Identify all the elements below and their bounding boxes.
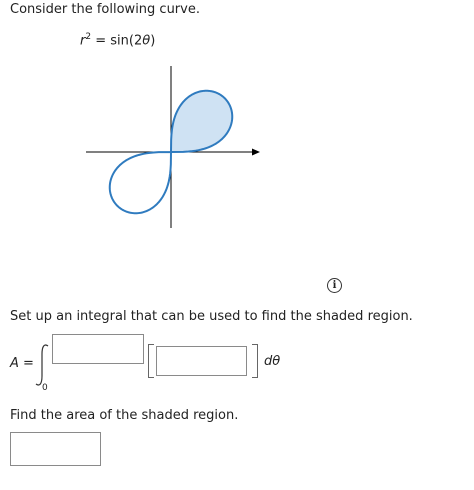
question-text: Set up an integral that can be used to find the shaded region. — [10, 309, 413, 324]
integrand-input[interactable] — [156, 346, 247, 376]
integral-lower-limit: 0 — [42, 383, 48, 393]
question2-text: Find the area of the shaded region. — [10, 408, 239, 423]
area-variable: A — [10, 356, 19, 371]
upper-limit-input[interactable] — [52, 334, 144, 364]
equation-equals: = — [91, 33, 111, 49]
polar-curve-graph — [82, 60, 268, 230]
right-bracket — [252, 344, 258, 378]
equation-rhs-prefix: sin(2 — [110, 33, 143, 49]
integral-sign-icon — [34, 342, 50, 388]
x-axis-arrow-icon — [252, 149, 260, 156]
area-answer-input[interactable] — [10, 432, 101, 466]
info-icon[interactable]: i — [327, 278, 342, 293]
equation-theta: θ — [142, 33, 151, 49]
area-label — [10, 356, 34, 371]
shaded-region — [171, 91, 232, 152]
area-equals: = — [18, 356, 34, 371]
equation-exponent: 2 — [85, 32, 92, 42]
curve-equation — [80, 32, 155, 48]
equation-lhs-var: r — [80, 33, 86, 49]
left-bracket — [148, 344, 154, 378]
intro-text: Consider the following curve. — [10, 2, 200, 17]
equation-rhs-suffix: ) — [150, 33, 156, 49]
differential-label: dθ — [264, 354, 281, 369]
